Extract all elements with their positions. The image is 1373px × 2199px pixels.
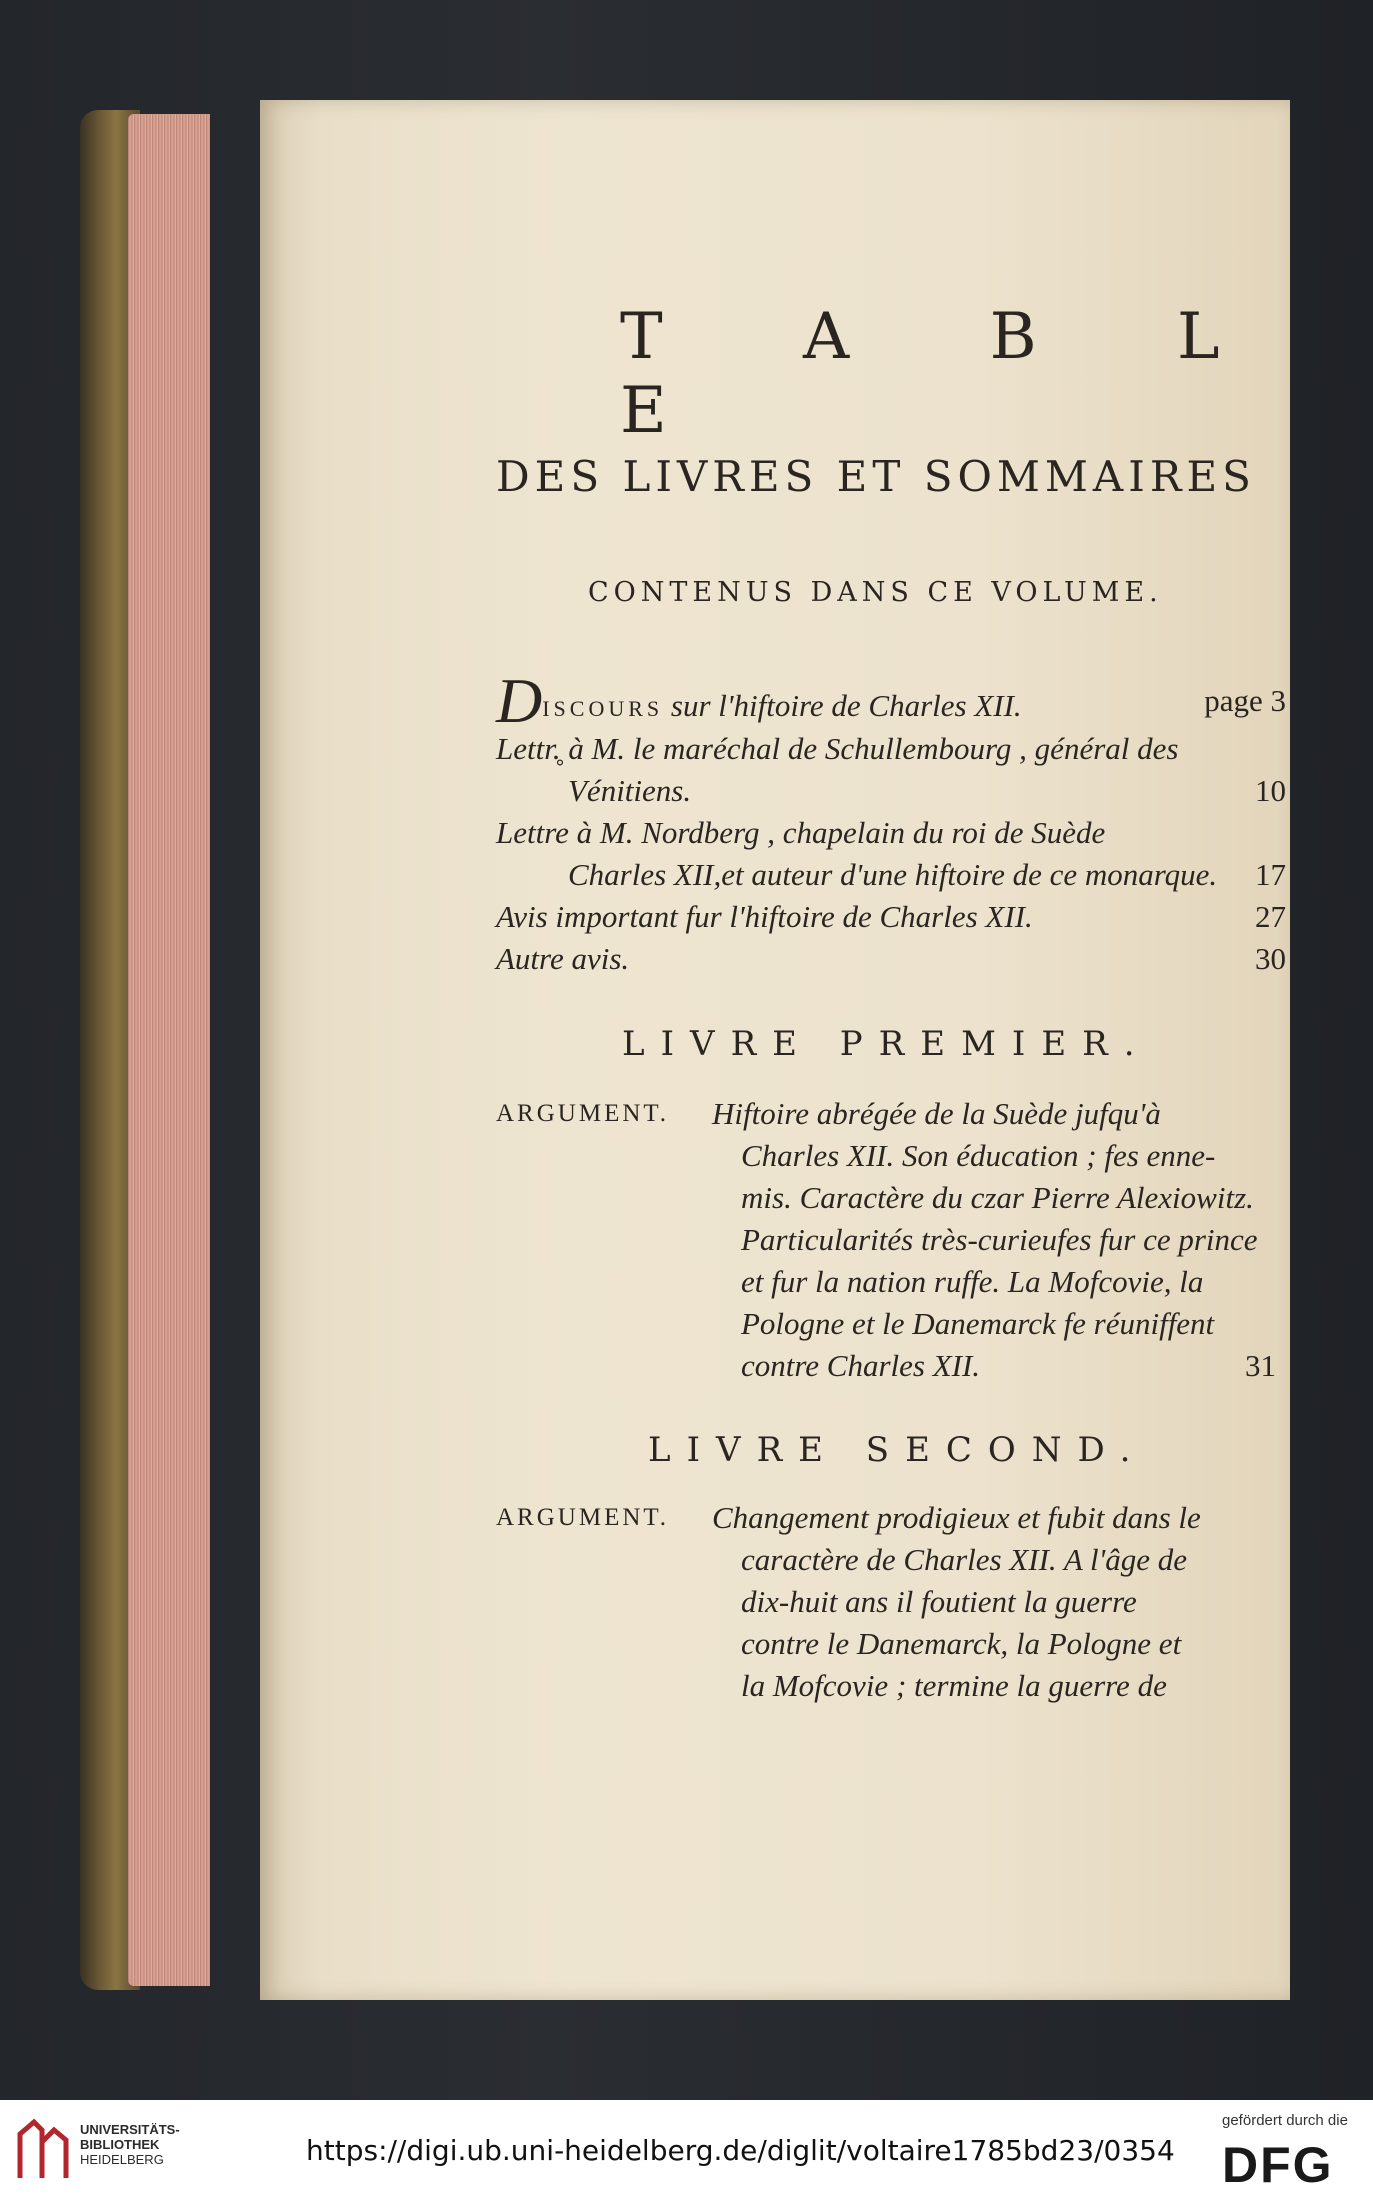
toc-entry-text: Charles XII,et auteur d'une hiftoire de ce monarque. [568, 857, 1218, 892]
toc-page-number: 30 [1255, 941, 1286, 976]
drop-cap: D [496, 665, 543, 736]
argument-line [741, 1348, 1286, 1384]
institution-line: BIBLIOTHEK [80, 2137, 160, 2152]
toc-entry [496, 938, 1286, 980]
funder-note: gefördert durch die [1222, 2112, 1348, 2129]
permalink-url[interactable]: https://digi.ub.uni-heidelberg.de/diglit/voltaire1785bd23/0354 [306, 2134, 1175, 2167]
page-edges [128, 114, 210, 1986]
argument-line: mis. Caractère du czar Pierre Alexiowitz. [741, 1180, 1254, 1215]
livre-premier-heading: LIVRE PREMIER. [622, 1024, 1151, 1064]
institution-line: HEIDELBERG [80, 2152, 164, 2167]
toc-entry-text: Vénitiens. [568, 773, 692, 808]
institution-line: UNIVERSITÄTS- [80, 2122, 180, 2137]
argument-line: Charles XII. Son éducation ; fes enne- [741, 1138, 1216, 1173]
page-title: T A B L E [620, 300, 1280, 448]
toc-entry [496, 854, 1286, 896]
page-subtitle-secondary: CONTENUS DANS CE VOLUME. [588, 577, 1163, 608]
argument-label: ARGUMENT. [496, 1100, 670, 1127]
toc-page-number: page 3 [1204, 683, 1286, 718]
argument-page-number: 31 [1245, 1348, 1276, 1383]
argument-line: Hiftoire abrégée de la Suède jufqu'à [712, 1096, 1161, 1131]
university-logo-icon [14, 2116, 72, 2182]
argument-line: Particularités très-curieufes fur ce prince [741, 1222, 1258, 1257]
livre-second-heading: LIVRE SECOND. [648, 1430, 1147, 1470]
institution-name [80, 2122, 180, 2167]
argument-label: ARGUMENT. [496, 1504, 670, 1531]
toc-page-number: 17 [1255, 857, 1286, 892]
toc-entry [496, 812, 1286, 854]
argument-line: la Mofcovie ; termine la guerre de [741, 1668, 1167, 1703]
argument-line-text: contre Charles XII. [741, 1348, 981, 1383]
toc-entry-text: Autre avis. [496, 941, 630, 976]
toc-entry [496, 770, 1286, 812]
page-subtitle: DES LIVRES ET SOMMAIRES [496, 452, 1256, 501]
toc-smallcaps: ISCOURS [542, 696, 664, 721]
toc-entry-text: Lettre à M. Nordberg , chapelain du roi de Suède [496, 815, 1106, 850]
argument-line: dix-huit ans il foutient la guerre [741, 1584, 1137, 1619]
toc-entry [496, 896, 1286, 938]
argument-line: et fur la nation ruffe. La Mofcovie, la [741, 1264, 1204, 1299]
toc-page-number: 10 [1255, 773, 1286, 808]
argument-line: caractère de Charles XII. A l'âge de [741, 1542, 1187, 1577]
toc-entry-text: Lettr.̥ à M. le maréchal de Schullembourg , général des [496, 731, 1179, 766]
footer-bar [0, 2100, 1373, 2199]
argument-line: Changement prodigieux et fubit dans le [712, 1500, 1201, 1535]
toc-page-number: 27 [1255, 899, 1286, 934]
argument-line: contre le Danemarck, la Pologne et [741, 1626, 1182, 1661]
toc-entry-text: Avis important fur l'hiftoire de Charles XII. [496, 899, 1033, 934]
funder-logo: DFG [1222, 2137, 1334, 2193]
toc-entry [496, 665, 1286, 736]
argument-line: Pologne et le Danemarck fe réuniffent [741, 1306, 1215, 1341]
toc-entry [496, 728, 1286, 770]
toc-entry-text: sur l'hiftoire de Charles XII. [663, 688, 1022, 723]
